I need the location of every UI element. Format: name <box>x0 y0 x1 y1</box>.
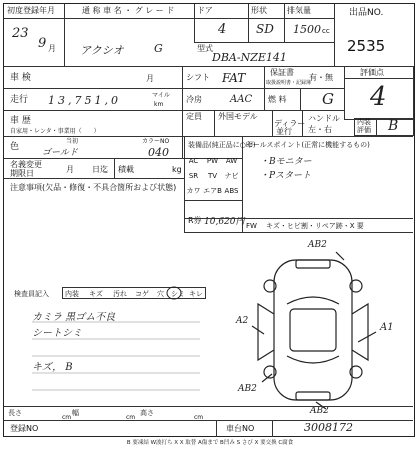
opt-dirt: 汚れ <box>113 290 127 298</box>
mark-front: AB2 <box>308 240 327 250</box>
chassis-no-label: 車台NO <box>226 424 255 433</box>
reg-no-label: 登録NO <box>10 424 39 433</box>
handle-label: ハンドル <box>308 114 340 123</box>
history-options: 自家用・レンタ・事業用（ ） <box>10 128 100 135</box>
interior-value: B <box>388 118 399 134</box>
name-change-month: 月 <box>66 165 74 174</box>
legend-text: キズ・ヒビ割・リペア跡・X 要 <box>266 222 364 230</box>
color-original-label: 当初 <box>66 138 79 145</box>
equipment-item: AC <box>188 157 199 165</box>
opt-stain: シミ <box>171 290 185 298</box>
displacement-value: 1500 <box>293 23 321 36</box>
warranty-sub: 取扱説明書・記録簿 <box>266 80 312 86</box>
mileage-value: 13,751,0 <box>48 94 121 107</box>
mile-label: マイル <box>152 92 170 99</box>
opt-scratch: キズ <box>89 290 103 298</box>
opt-hole: 穴 <box>157 290 164 298</box>
inspection-label: 車 検 <box>10 73 31 83</box>
equipment-item: AW <box>225 157 238 165</box>
legend-fw: FW <box>246 222 257 230</box>
equipment-item: PW <box>206 157 219 165</box>
opt-tear: キレ <box>189 290 203 298</box>
type-value: DBA-NZE141 <box>212 51 287 64</box>
equipment-item: ナビ <box>224 172 239 180</box>
length-label: 長さ <box>8 409 22 417</box>
chassis-no-value: 3008172 <box>304 421 353 434</box>
ac-value: AAC <box>230 94 253 105</box>
name-change-label: 名義変更 <box>10 160 42 169</box>
capacity-label: 定員 <box>186 112 202 121</box>
equipment-item: エアB <box>203 187 222 195</box>
fuel-value: G <box>322 90 334 108</box>
notes-label: 注意事項(欠品・修復・不具合箇所および状態) <box>10 183 177 192</box>
load-kg: kg <box>172 165 182 174</box>
auction-sheet <box>3 3 415 437</box>
width-unit: cm <box>126 414 136 421</box>
exhibit-no-label: 出品NO. <box>349 8 384 18</box>
fuel-label: 燃 料 <box>268 95 287 104</box>
mark-right: A1 <box>380 322 394 333</box>
equipment-label: 装備品(純正品に○印) <box>188 141 256 149</box>
equipment-item: TV <box>207 172 218 180</box>
mark-front-left: A2 <box>236 316 249 326</box>
rule <box>272 420 273 437</box>
load-label: 積載 <box>118 165 134 174</box>
sales-point-2: ・Pスタート <box>260 171 312 181</box>
mileage-label: 走行 <box>10 95 29 105</box>
first-reg-label: 初度登録年月 <box>7 6 55 15</box>
cc-unit: cc <box>322 27 330 35</box>
height-label: 高さ <box>140 409 154 417</box>
inspector-note-3: キズ， B <box>32 362 73 373</box>
rbag-value: 10,620円 <box>204 217 245 227</box>
equipment-item: ABS <box>224 187 239 195</box>
displacement-label: 排気量 <box>287 6 311 15</box>
km-label: km <box>154 101 164 108</box>
color-value: ゴールド <box>42 148 78 158</box>
rule <box>216 420 217 437</box>
mark-rear: AB2 <box>310 406 329 416</box>
color-no-label: カラーNO <box>142 138 170 145</box>
history-label: 車 歴 <box>10 116 31 126</box>
opt-burn: コゲ <box>135 290 149 298</box>
footer-legend: B 要凍結 W波打ち X X 取替 A傷まで B凹み S さび X 要交換 C腐食 <box>126 440 294 446</box>
color-label: 色 <box>10 142 20 152</box>
type-label: 型式 <box>197 44 213 53</box>
warranty-options: 有・無 <box>309 73 333 82</box>
first-reg-year: 23 <box>12 26 29 41</box>
rbag-label: R券 <box>188 216 202 225</box>
dealer-label: ディラー <box>274 119 306 128</box>
shape-value: SD <box>256 22 274 36</box>
model-name-label: 通 称 車 名 ・ グ レ ー ド <box>82 6 175 15</box>
interior-sub: 評価 <box>357 126 371 134</box>
door-label: ドア <box>197 6 213 15</box>
import-label: 外国モデル <box>218 112 258 121</box>
handle-options: 左・右 <box>308 125 332 134</box>
grade-value: G <box>154 42 163 55</box>
rating-value: 4 <box>370 82 387 112</box>
shift-label: シフト <box>186 73 210 82</box>
ac-label: 冷房 <box>186 95 202 104</box>
mark-rear-left: AB2 <box>238 384 257 394</box>
sales-points-label: セールスポイント(正常に機能するもの) <box>246 141 370 149</box>
import-row: 並行 <box>276 127 292 136</box>
inspector-note-1: カミラ 黒ゴム不良 <box>32 312 116 323</box>
height-unit: cm <box>194 414 204 421</box>
car-diagram <box>4 4 416 438</box>
shape-label: 形状 <box>251 6 267 15</box>
inspector-label: 検査員記入 <box>14 290 49 298</box>
exhibit-no-value: 2535 <box>347 37 386 55</box>
equipment-item: SR <box>188 172 199 180</box>
opt-interior: 内装 <box>65 290 79 298</box>
rating-label: 評価点 <box>360 68 384 77</box>
name-change-sub: 期限日 <box>10 169 34 178</box>
rule <box>4 406 413 407</box>
length-unit: cm <box>62 414 72 421</box>
warranty-label: 保証書 <box>270 68 294 77</box>
doors-value: 4 <box>218 22 227 37</box>
width-label: 幅 <box>72 409 79 417</box>
first-reg-month: 9 <box>38 36 47 51</box>
shift-value: FAT <box>222 71 246 85</box>
name-change-day: 日迄 <box>92 165 108 174</box>
inspector-note-2: シートシミ <box>32 328 82 339</box>
equipment-item: カワ <box>186 187 201 195</box>
color-no-value: 040 <box>148 146 169 159</box>
inspection-month: 月 <box>146 74 154 83</box>
interior-label: 内装 <box>357 118 371 126</box>
model-name-value: アクシオ <box>80 44 124 57</box>
month-suffix: 月 <box>48 44 56 53</box>
sales-point-1: ・Bモニター <box>260 157 312 167</box>
